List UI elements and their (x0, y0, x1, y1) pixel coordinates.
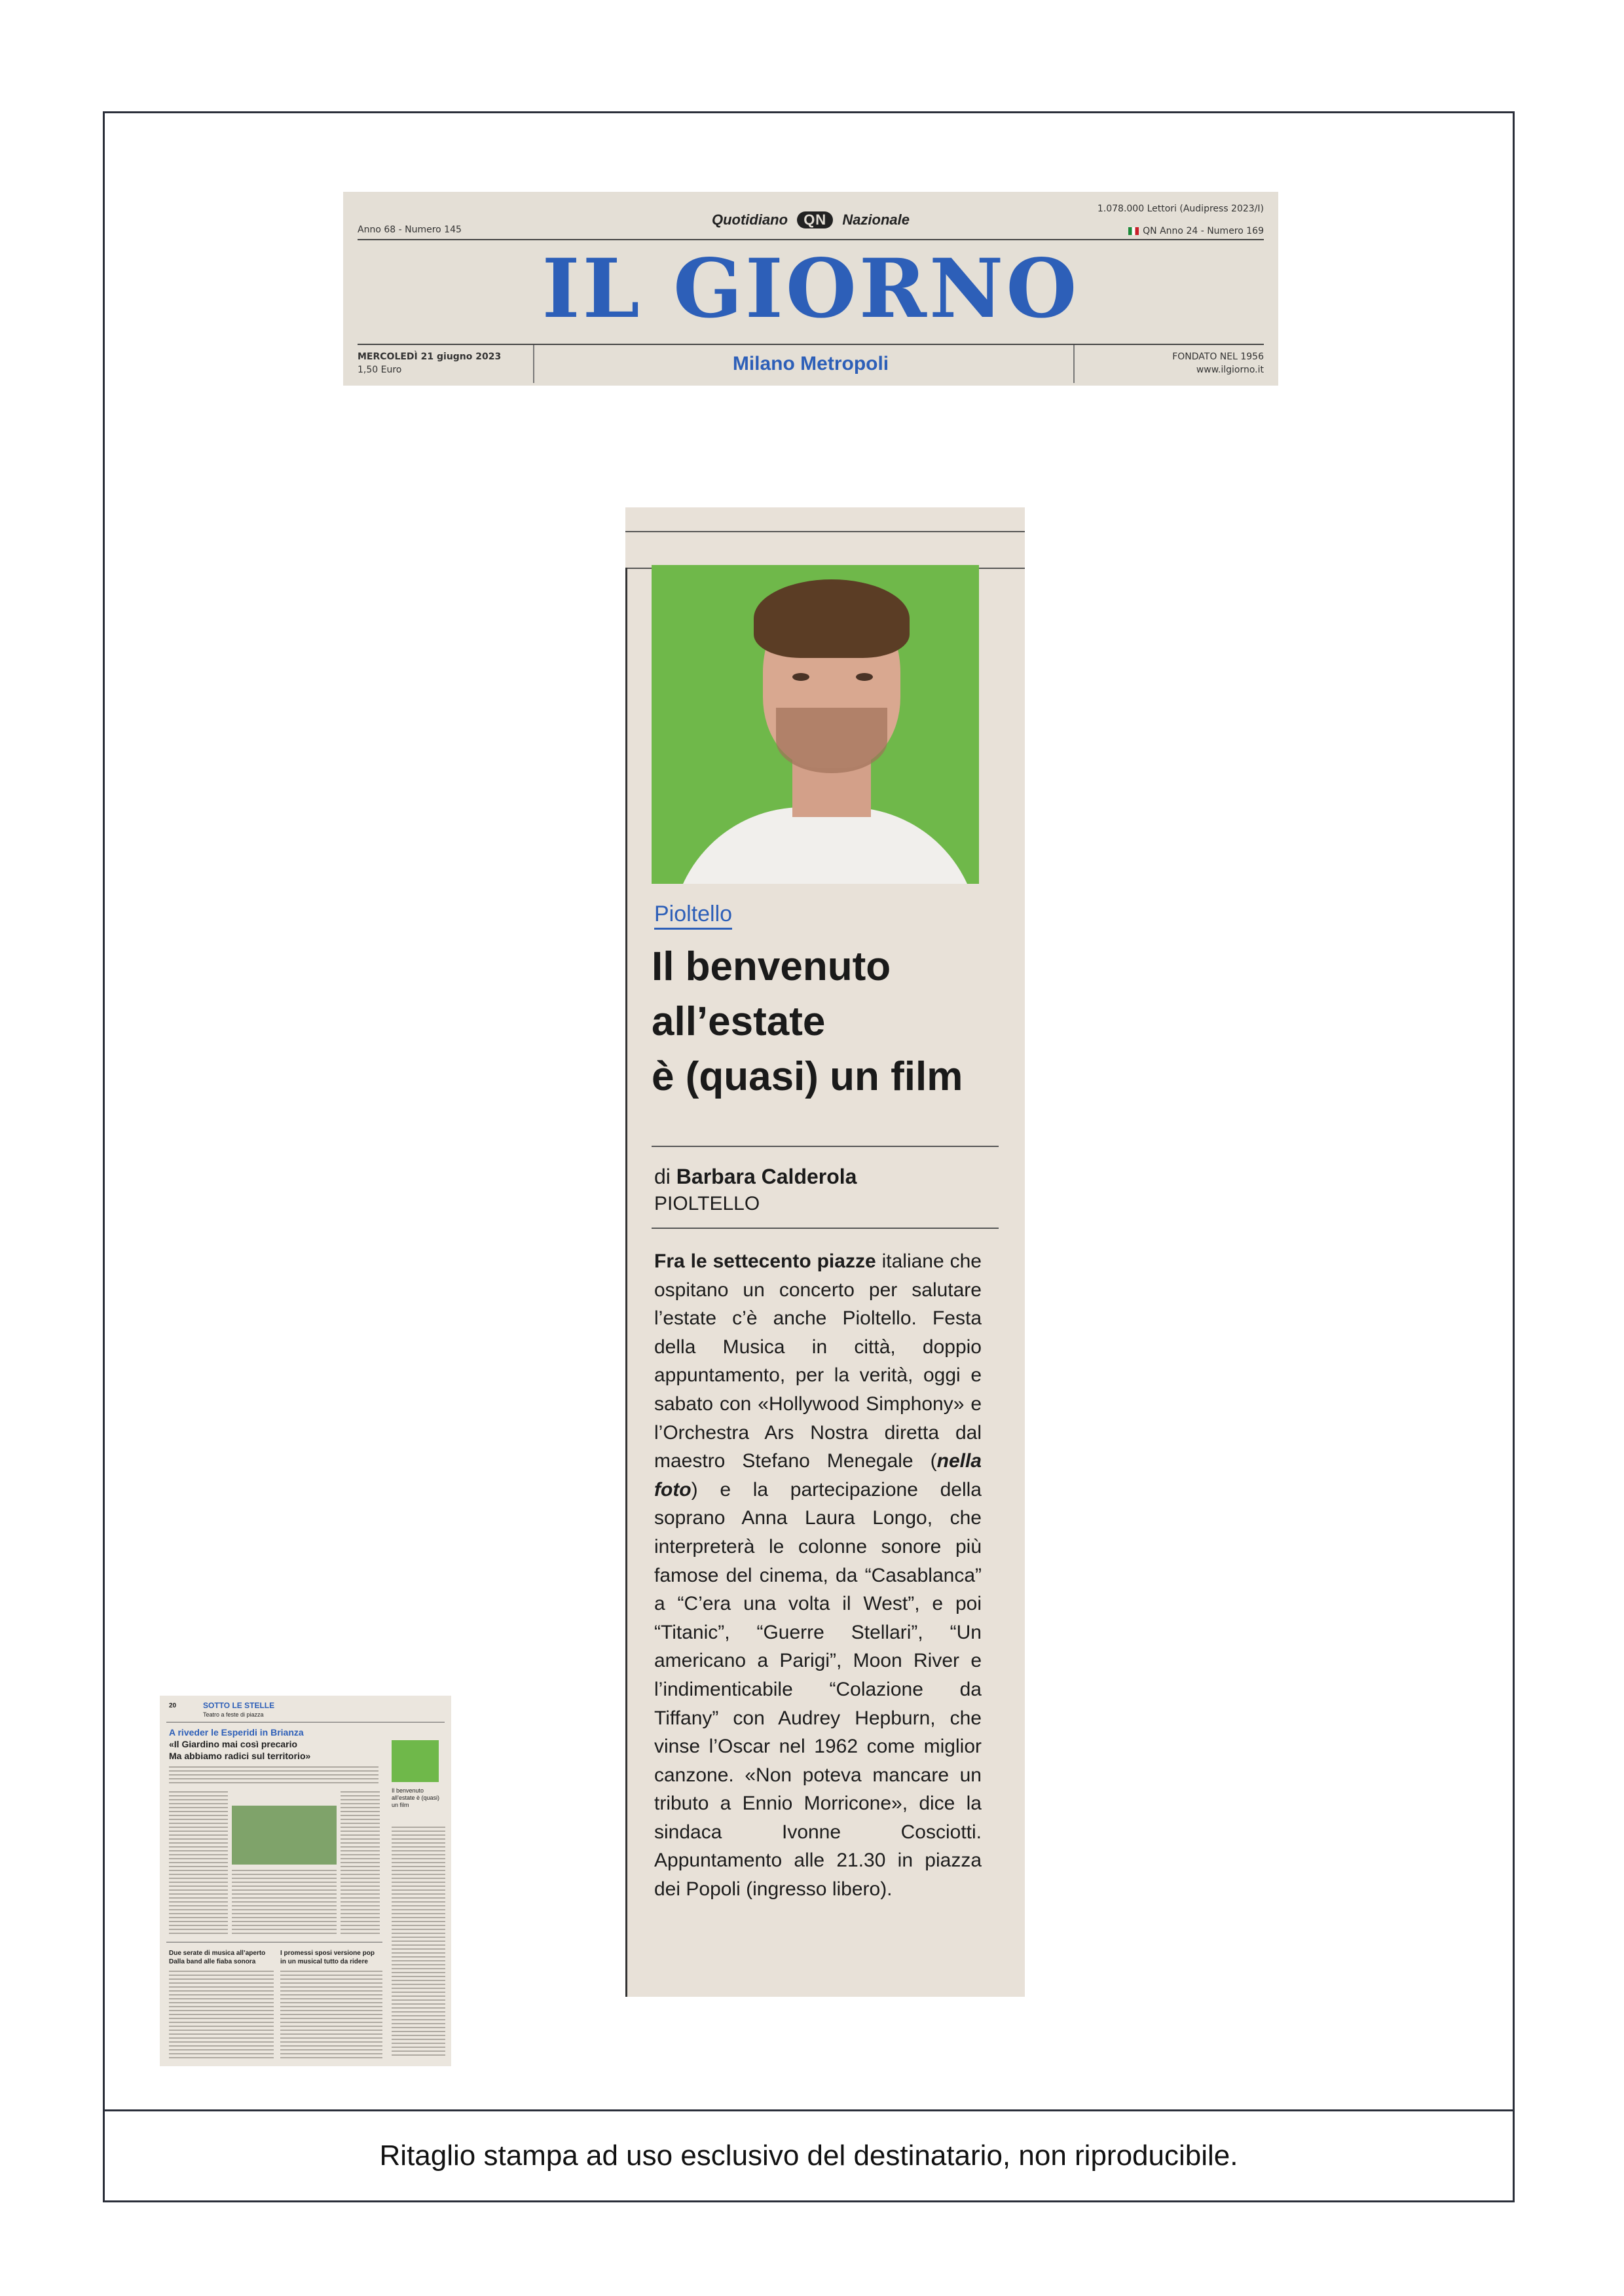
photo-shirt (671, 807, 979, 884)
article-body-part-1: italiane che ospitano un concerto per salutare l’estate c’è anche Pioltello. Festa della Musica in città, doppio appuntamento, per la verità, oggi e sabato con «Hollywood Simphony» e l’Orchestra Ars Nostra diretta dal maestro Stefano Menegale ( (654, 1250, 982, 1472)
thumb-column-3 (341, 1791, 380, 1935)
photo-beard (776, 708, 887, 773)
article-body (654, 1247, 982, 1904)
clip-rule-byline (652, 1228, 999, 1229)
thumb-bottom-right-title-2: in un musical tutto da ridere (280, 1958, 368, 1965)
headline-line-2: all’estate (652, 999, 826, 1044)
thumb-column-2 (232, 1870, 337, 1935)
thumb-side-headline: Il benvenuto all’estate è (quasi) un film (392, 1787, 440, 1808)
article-lead: Fra le settecento piazze (654, 1250, 876, 1272)
masthead-rule-top (358, 239, 1264, 240)
newspaper-masthead (343, 192, 1278, 386)
thumb-subsection: Teatro a feste di piazza (203, 1711, 264, 1718)
thumb-side-column (392, 1827, 445, 2056)
thumb-headline-top: A riveder le Esperidi in Brianza (169, 1727, 304, 1738)
masthead-year-issue: Anno 68 - Numero 145 (358, 225, 462, 235)
thumb-bottom-right-title-1: I promessi sposi versione pop (280, 1950, 375, 1957)
thumb-bottom-left-text (169, 1971, 274, 2060)
headline-line-3: è (quasi) un film (652, 1054, 963, 1099)
thumb-column-1 (169, 1791, 228, 1935)
tagline-left: Quotidiano (711, 211, 788, 228)
page-thumbnail (160, 1696, 451, 2066)
masthead-founded: FONDATO NEL 1956 (1172, 352, 1264, 362)
portrait-photo (652, 565, 979, 884)
masthead-website: www.ilgiorno.it (1196, 365, 1264, 375)
article-dateline: PIOLTELLO (654, 1193, 760, 1214)
thumb-section: SOTTO LE STELLE (203, 1701, 275, 1710)
thumb-page-number: 20 (169, 1702, 177, 1709)
article-byline (654, 1162, 857, 1191)
masthead-title: IL GIORNO (542, 242, 1080, 337)
masthead-date: MERCOLEDÌ 21 giugno 2023 (358, 352, 502, 362)
article-kicker: Pioltello (654, 900, 732, 930)
masthead-price: 1,50 Euro (358, 365, 402, 375)
footer-box (103, 2109, 1515, 2202)
masthead-section: Milano Metropoli (732, 353, 889, 374)
thumb-standfirst (169, 1766, 378, 1786)
photo-eye-left (792, 673, 809, 681)
footer-notice: Ritaglio stampa ad uso esclusivo del destinatario, non riproducibile. (379, 2140, 1238, 2172)
qn-logo: QN (797, 211, 833, 228)
headline-line-1: Il benvenuto (652, 944, 891, 989)
thumb-group-photo (232, 1806, 337, 1865)
byline-prefix: di (654, 1165, 671, 1188)
article-photo-note: nella foto (654, 1450, 982, 1501)
article-clipping (625, 507, 1025, 1997)
thumb-headline-main-2: Ma abbiamo radici sul territorio» (169, 1751, 311, 1761)
masthead-readers: 1.078.000 Lettori (Audipress 2023/I) (1097, 204, 1264, 214)
tagline-right: Nazionale (842, 211, 910, 228)
masthead-qn-issue-text: QN Anno 24 - Numero 169 (1143, 226, 1264, 236)
thumb-portrait-photo (392, 1740, 439, 1782)
masthead-bottom-strip (343, 345, 1278, 383)
thumb-bottom-right-text (280, 1971, 382, 2060)
article-headline (652, 939, 1005, 1104)
byline-author: Barbara Calderola (676, 1165, 857, 1188)
photo-eye-right (856, 673, 873, 681)
thumb-bottom-left-title-1: Due serate di musica all’aperto (169, 1950, 266, 1957)
article-body-part-2: ) e la partecipazione della soprano Anna Laura Longo, che interpreterà le colonne sonore più famose del cinema, da “Casablanca” a “C’era una volta il West”, e poi “Titanic”, “Guerre Stellari”, “Un americano a Parigi”, Moon River e l’indimenticabile “Colazione da Tiffany” con Audrey Hepburn, che vinse l’Oscar nel 1962 come miglior canzone. «Non poteva mancare un tributo a Ennio Morricone», dice la sindaca Ivonne Cosciotti. Appuntamento alle 21.30 in piazza dei Popoli (ingresso libero). (654, 1478, 982, 1901)
clip-column-line (625, 568, 627, 1997)
thumb-headline-main-1: «Il Giardino mai così precario (169, 1739, 298, 1749)
photo-hair (754, 579, 910, 658)
clip-rule-top (625, 531, 1025, 532)
masthead-divider-right (1073, 345, 1075, 383)
thumb-bottom-left-title-2: Dalla band alle fiaba sonora (169, 1958, 256, 1965)
masthead-tagline (343, 211, 1278, 228)
clip-rule-headline (652, 1146, 999, 1147)
